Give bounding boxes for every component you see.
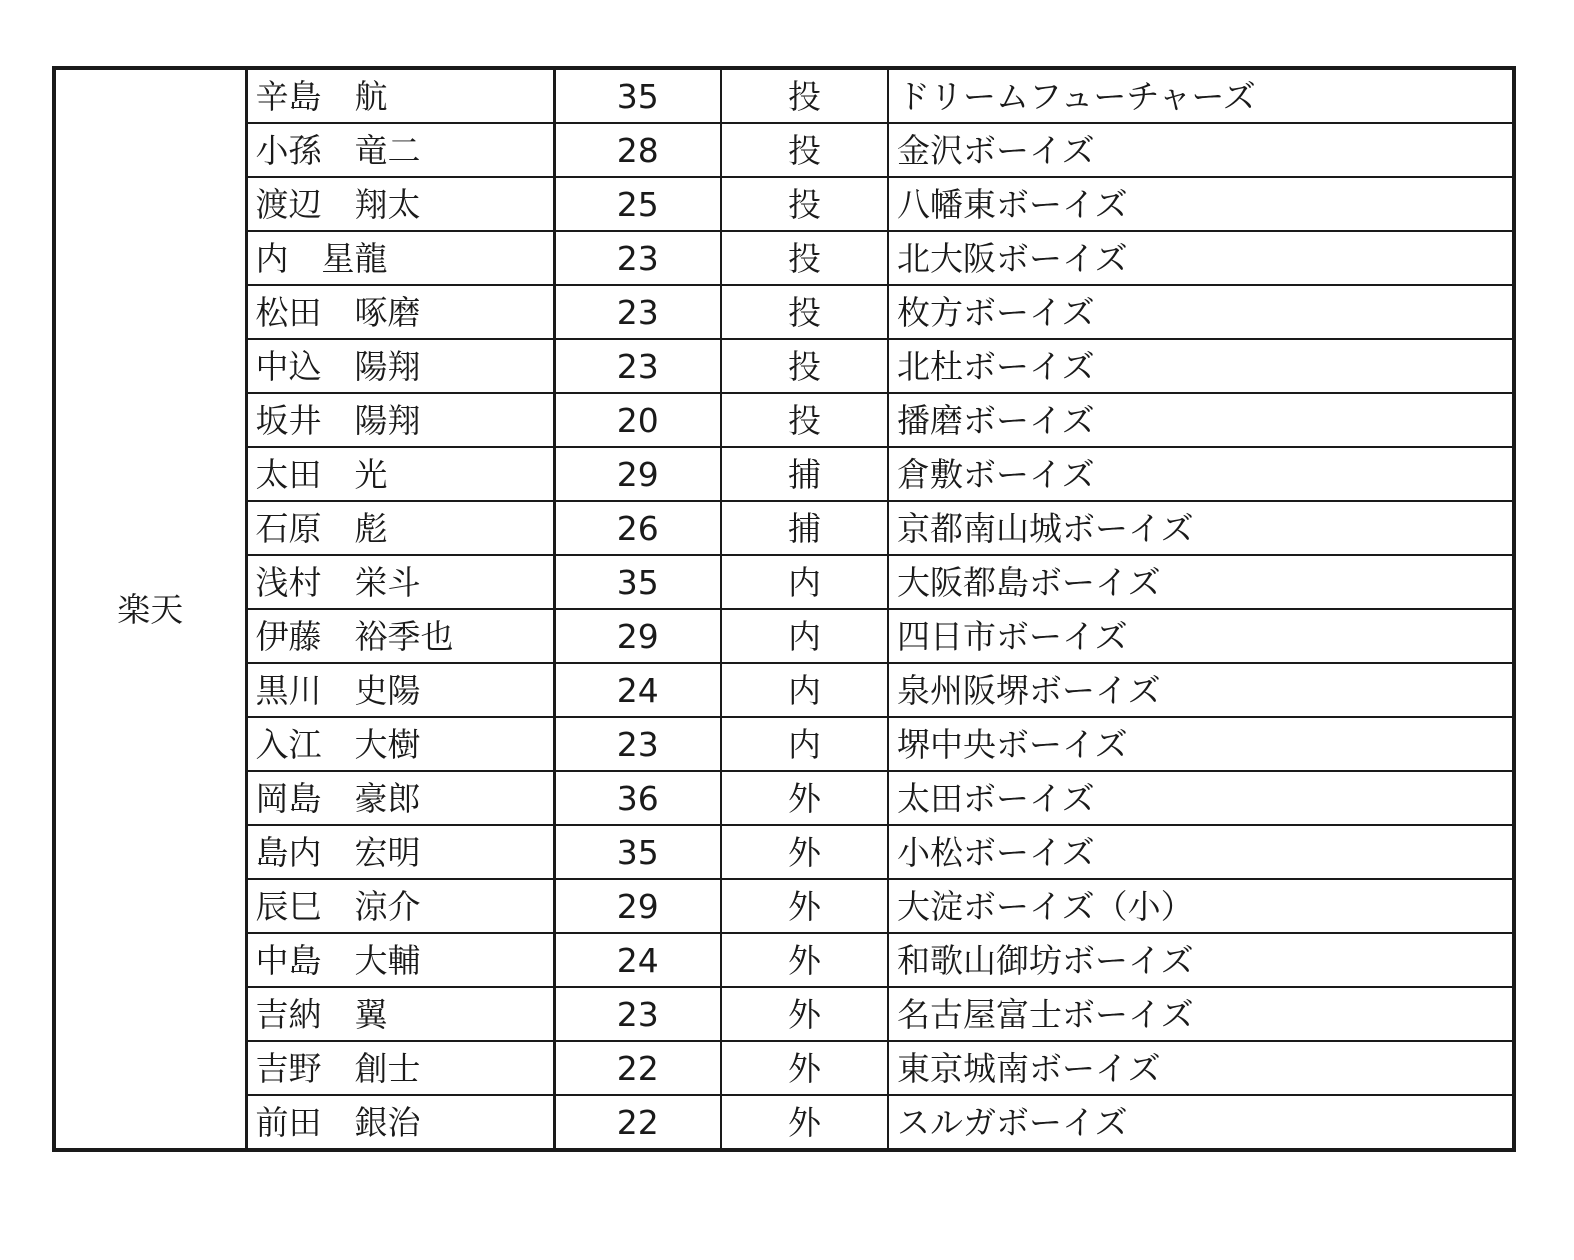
player-position-cell: 捕 [721, 447, 888, 501]
player-club-cell: 北大阪ボーイズ [888, 231, 1514, 285]
player-name-cell: 入江 大樹 [246, 717, 554, 771]
player-club-cell: 堺中央ボーイズ [888, 717, 1514, 771]
player-club-cell: 泉州阪堺ボーイズ [888, 663, 1514, 717]
player-age-cell: 28 [554, 123, 721, 177]
table-row [54, 717, 1514, 771]
player-age-cell: 23 [554, 339, 721, 393]
player-age-cell: 36 [554, 771, 721, 825]
table-row [54, 555, 1514, 609]
player-club-cell: 大阪都島ボーイズ [888, 555, 1514, 609]
roster-body [54, 68, 1514, 1150]
table-row [54, 447, 1514, 501]
player-club-cell: 金沢ボーイズ [888, 123, 1514, 177]
player-club-cell: 枚方ボーイズ [888, 285, 1514, 339]
table-row [54, 609, 1514, 663]
player-position-cell: 内 [721, 555, 888, 609]
player-age-cell: 29 [554, 879, 721, 933]
player-position-cell: 投 [721, 285, 888, 339]
table-row [54, 231, 1514, 285]
player-position-cell: 外 [721, 933, 888, 987]
player-age-cell: 20 [554, 393, 721, 447]
player-club-cell: 和歌山御坊ボーイズ [888, 933, 1514, 987]
table-row [54, 1041, 1514, 1095]
table-row [54, 825, 1514, 879]
player-position-cell: 投 [721, 123, 888, 177]
player-name-cell: 黒川 史陽 [246, 663, 554, 717]
player-age-cell: 35 [554, 68, 721, 123]
table-row [54, 501, 1514, 555]
player-position-cell: 外 [721, 825, 888, 879]
player-name-cell: 松田 啄磨 [246, 285, 554, 339]
player-name-cell: 前田 銀治 [246, 1095, 554, 1150]
player-club-cell: 北杜ボーイズ [888, 339, 1514, 393]
player-name-cell: 小孫 竜二 [246, 123, 554, 177]
player-position-cell: 投 [721, 339, 888, 393]
table-row [54, 663, 1514, 717]
player-club-cell: 太田ボーイズ [888, 771, 1514, 825]
player-name-cell: 伊藤 裕季也 [246, 609, 554, 663]
player-club-cell: 東京城南ボーイズ [888, 1041, 1514, 1095]
player-position-cell: 内 [721, 609, 888, 663]
player-age-cell: 22 [554, 1095, 721, 1150]
player-club-cell: 八幡東ボーイズ [888, 177, 1514, 231]
player-club-cell: 倉敷ボーイズ [888, 447, 1514, 501]
player-name-cell: 島内 宏明 [246, 825, 554, 879]
player-age-cell: 23 [554, 285, 721, 339]
player-position-cell: 投 [721, 68, 888, 123]
player-club-cell: 京都南山城ボーイズ [888, 501, 1514, 555]
player-name-cell: 吉納 翼 [246, 987, 554, 1041]
table-row [54, 123, 1514, 177]
player-name-cell: 内 星龍 [246, 231, 554, 285]
player-name-cell: 太田 光 [246, 447, 554, 501]
player-position-cell: 内 [721, 663, 888, 717]
player-position-cell: 外 [721, 771, 888, 825]
player-club-cell: 大淀ボーイズ（小） [888, 879, 1514, 933]
player-name-cell: 浅村 栄斗 [246, 555, 554, 609]
player-club-cell: スルガボーイズ [888, 1095, 1514, 1150]
player-age-cell: 24 [554, 933, 721, 987]
table-row [54, 393, 1514, 447]
table-row [54, 177, 1514, 231]
player-age-cell: 25 [554, 177, 721, 231]
table-row [54, 771, 1514, 825]
table-row [54, 339, 1514, 393]
player-age-cell: 23 [554, 231, 721, 285]
player-club-cell: 小松ボーイズ [888, 825, 1514, 879]
player-age-cell: 23 [554, 717, 721, 771]
table-row [54, 879, 1514, 933]
player-name-cell: 岡島 豪郎 [246, 771, 554, 825]
player-position-cell: 外 [721, 879, 888, 933]
player-position-cell: 投 [721, 177, 888, 231]
player-age-cell: 35 [554, 555, 721, 609]
player-club-cell: 四日市ボーイズ [888, 609, 1514, 663]
player-age-cell: 29 [554, 447, 721, 501]
player-name-cell: 辰巳 涼介 [246, 879, 554, 933]
player-club-cell: 名古屋富士ボーイズ [888, 987, 1514, 1041]
player-club-cell: ドリームフューチャーズ [888, 68, 1514, 123]
player-position-cell: 外 [721, 1095, 888, 1150]
player-position-cell: 投 [721, 231, 888, 285]
player-age-cell: 22 [554, 1041, 721, 1095]
player-age-cell: 35 [554, 825, 721, 879]
player-name-cell: 吉野 創士 [246, 1041, 554, 1095]
player-name-cell: 中込 陽翔 [246, 339, 554, 393]
table-row [54, 933, 1514, 987]
player-position-cell: 内 [721, 717, 888, 771]
table-row [54, 285, 1514, 339]
player-position-cell: 外 [721, 987, 888, 1041]
player-name-cell: 石原 彪 [246, 501, 554, 555]
table-row [54, 68, 1514, 123]
player-name-cell: 中島 大輔 [246, 933, 554, 987]
table-row [54, 1095, 1514, 1150]
player-name-cell: 坂井 陽翔 [246, 393, 554, 447]
player-position-cell: 投 [721, 393, 888, 447]
player-position-cell: 捕 [721, 501, 888, 555]
player-name-cell: 辛島 航 [246, 68, 554, 123]
player-club-cell: 播磨ボーイズ [888, 393, 1514, 447]
player-position-cell: 外 [721, 1041, 888, 1095]
player-roster-table [52, 66, 1516, 1152]
table-row [54, 987, 1514, 1041]
player-age-cell: 29 [554, 609, 721, 663]
player-age-cell: 26 [554, 501, 721, 555]
player-age-cell: 24 [554, 663, 721, 717]
player-name-cell: 渡辺 翔太 [246, 177, 554, 231]
team-name-cell: 楽天 [54, 68, 246, 1150]
player-age-cell: 23 [554, 987, 721, 1041]
